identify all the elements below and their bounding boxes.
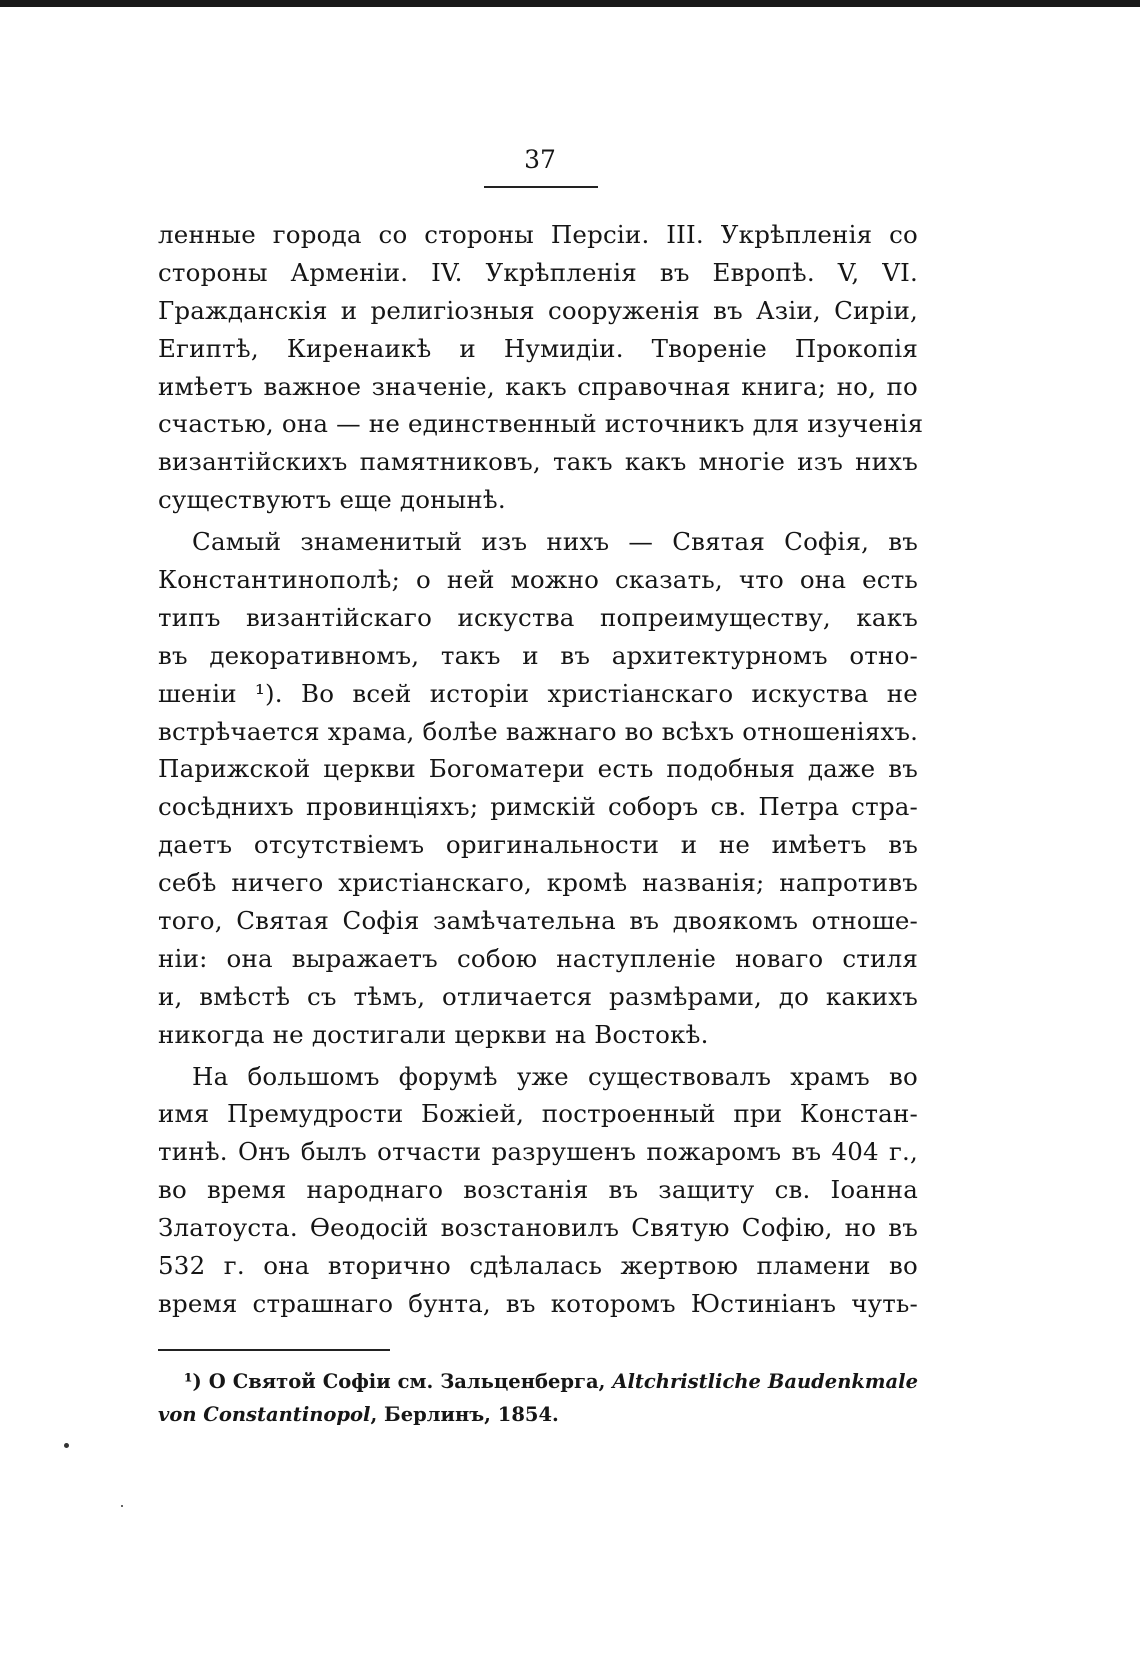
text-line: и, вмѣстѣ съ тѣмъ, отличается размѣрами, до какихъ	[158, 981, 918, 1011]
footnote-line	[158, 1398, 918, 1431]
text-line: типъ византійскаго искуства попреимуществу, какъ	[158, 602, 918, 632]
text-line: даетъ отсутствіемъ оригинальности и не имѣетъ въ	[158, 830, 918, 860]
text-line: 532 г. она вторично сдѣлалась жертвою пламени во	[158, 1251, 918, 1281]
paragraph-1	[158, 216, 924, 519]
footnote	[158, 1365, 918, 1431]
page-number: 37	[524, 145, 556, 174]
text-line: Египтѣ, Киренаикѣ и Нумидіи. Твореніе Прокопія	[158, 333, 918, 363]
body-text	[158, 216, 924, 1323]
text-line: сосѣднихъ провинціяхъ; римскій соборъ св. Петра стра-	[158, 792, 918, 822]
footnote-text: О Святой Софіи см. Зальценберга,	[208, 1370, 606, 1393]
text-line: Гражданскія и религіозныя сооруженія въ Азіи, Сиріи,	[158, 295, 918, 325]
text-line: Константинополѣ; о ней можно сказать, что она есть	[158, 565, 918, 595]
text-line: никогда не достигали церкви на Востокѣ.	[158, 1019, 709, 1049]
text-line: византійскихъ памятниковъ, такъ какъ многіе изъ нихъ	[158, 447, 918, 477]
text-line: ніи: она выражаетъ собою наступленіе новаго стиля	[158, 943, 918, 973]
text-line: себѣ ничего христіанскаго, кромѣ названія; напротивъ	[158, 868, 918, 898]
scan-speck	[121, 1505, 123, 1507]
paragraph-3	[158, 1058, 918, 1323]
text-line: ленные города со стороны Персіи. III. Укрѣпленія со	[158, 220, 918, 249]
text-line: шеніи ¹). Во всей исторіи христіанскаго искуства не	[158, 678, 918, 708]
text-line: во время народнаго возстанія въ защиту св. Іоанна	[158, 1175, 918, 1205]
text-line: Парижской церкви Богоматери есть подобныя даже въ	[158, 754, 918, 784]
paragraph-2	[158, 523, 918, 1053]
scan-speck	[64, 1443, 69, 1448]
footnote-marker: ¹)	[184, 1370, 202, 1393]
text-line: Златоуста. Ѳеодосій возстановилъ Святую Софію, но въ	[158, 1213, 918, 1243]
footnote-text: , Берлинъ, 1854.	[370, 1403, 559, 1426]
text-line: тинѣ. Онъ былъ отчасти разрушенъ пожаромъ въ 404 г.,	[158, 1137, 918, 1167]
footnote-title: von Constantinopol	[158, 1403, 371, 1426]
top-edge-rule	[0, 0, 1140, 7]
text-line: въ декоративномъ, такъ и въ архитектурномъ отно-	[158, 640, 918, 670]
text-line: имя Премудрости Божіей, построенный при Констан-	[158, 1099, 918, 1129]
text-line: На большомъ форумѣ уже существовалъ храмъ во	[192, 1061, 918, 1091]
page-number-underline	[484, 186, 598, 188]
text-line: существуютъ еще донынѣ.	[158, 485, 506, 515]
footnote-line	[158, 1365, 918, 1398]
text-line: стороны Арменіи. IV. Укрѣпленія въ Европѣ. V, VI.	[158, 257, 918, 287]
footnote-separator	[158, 1349, 390, 1351]
text-line: того, Святая Софія замѣчательна въ двоякомъ отноше-	[158, 906, 918, 936]
text-line: имѣетъ важное значеніе, какъ справочная книга; но, по	[158, 371, 918, 401]
text-line: время страшнаго бунта, въ которомъ Юстиніанъ чуть-	[158, 1288, 918, 1318]
text-line: встрѣчается храма, болѣе важнаго во всѣхъ отношеніяхъ.	[158, 716, 919, 746]
footnote-title: Altchristliche Baudenkmale	[612, 1370, 918, 1393]
text-line: Самый знаменитый изъ нихъ — Святая Софія, въ	[192, 527, 918, 557]
text-line: счастью, она — не единственный источникъ для изученія	[158, 409, 924, 439]
